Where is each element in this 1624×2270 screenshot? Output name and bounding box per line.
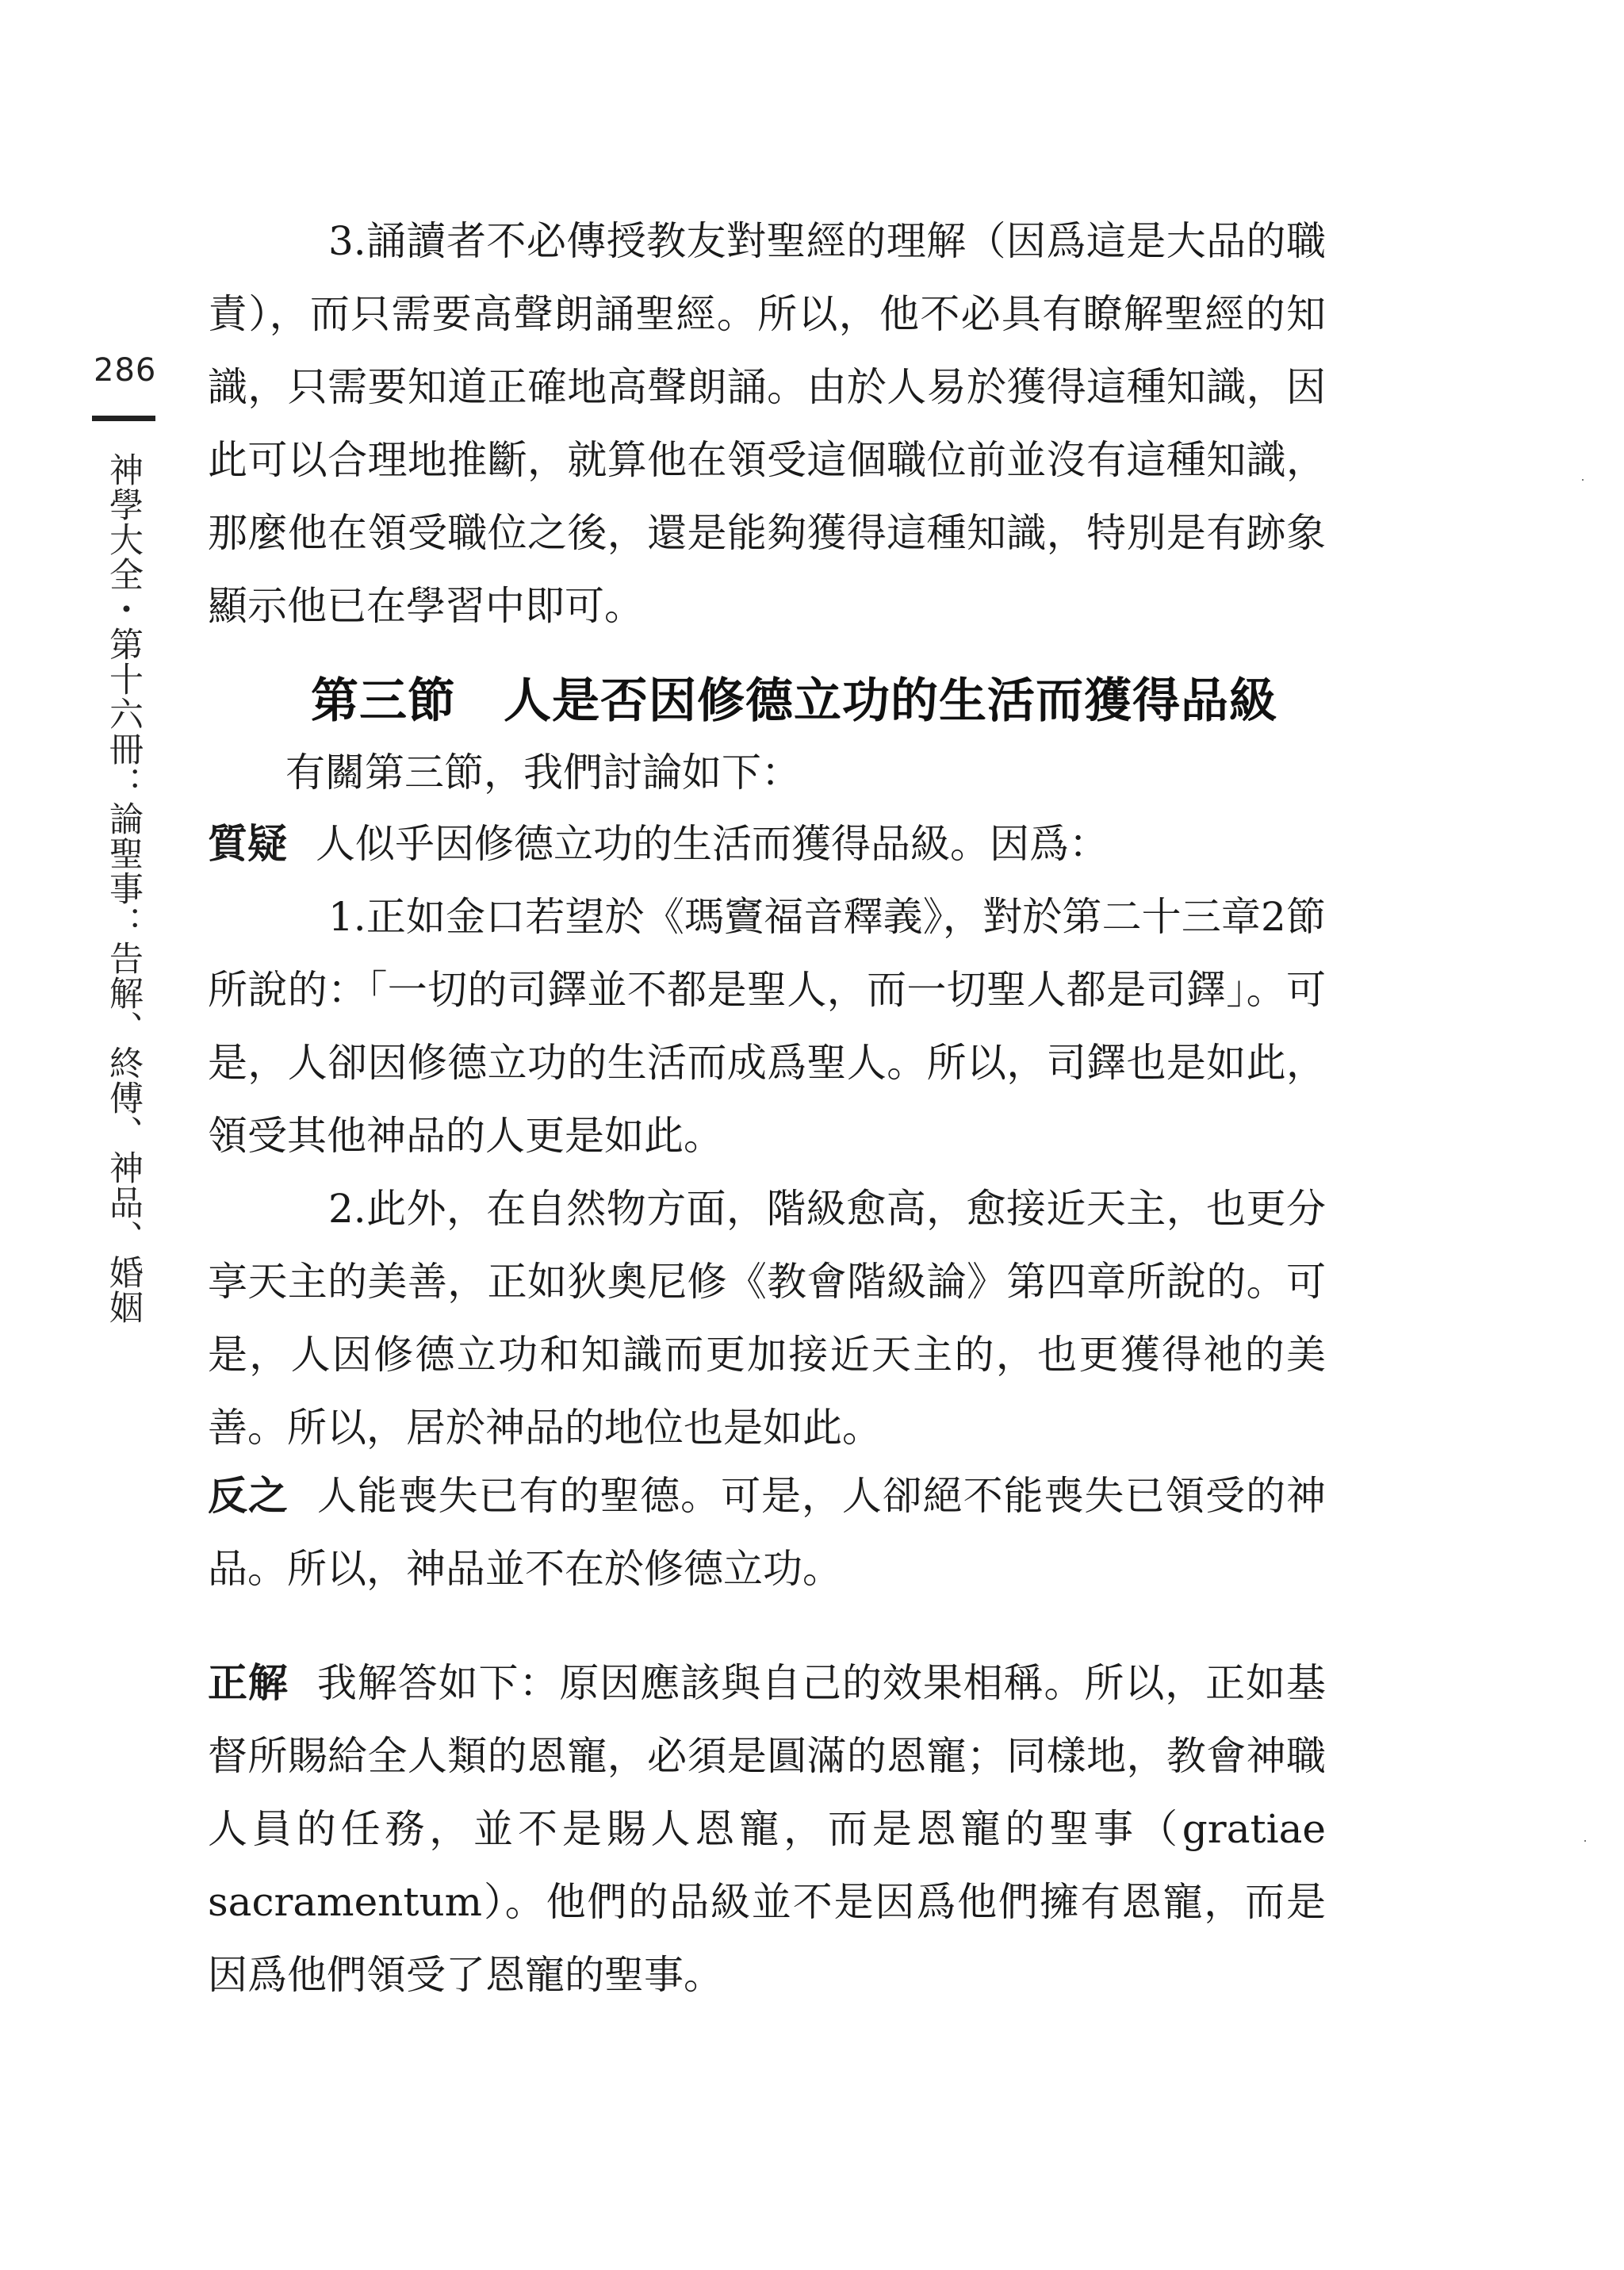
scan-speck [1584, 1840, 1586, 1842]
section-heading [311, 663, 1302, 731]
sed-contra-block [208, 1459, 1326, 1605]
continuation-block [208, 205, 1326, 642]
continuation-paragraph: 3.誦讀者不必傳授教友對聖經的理解（因爲這是大品的職責），而只需要高聲朗誦聖經。所以，他不必具有瞭解聖經的知識，只需要知道正確地高聲朗誦。由於人易於獲得這種知識，因此可以合理地推斷，就算他在領受這個職位前並沒有這種知識，那麼他在領受職位之後，還是能夠獲得這種知識，特別是有跡象顯示他已在學習中即可。 [208, 218, 1326, 629]
sed-contra-paragraph [208, 1459, 1326, 1605]
section-title: 人是否因修德立功的生活而獲得品級 [504, 673, 1277, 729]
section-number: 第三節 [311, 673, 456, 729]
scan-speck [1582, 479, 1584, 481]
answer-label: 正解 [208, 1660, 289, 1706]
sed-contra-label: 反之 [208, 1473, 289, 1519]
margin-rule [92, 416, 155, 421]
answer-paragraph [208, 1647, 1326, 2011]
section-intro: 有關第三節，我們討論如下： [285, 750, 801, 796]
page-number: 286 [94, 352, 157, 389]
intro-block [208, 736, 1326, 809]
running-title: 神學大全・第十六冊：論聖事：告解、終傅、神品、婚姻 [104, 452, 144, 1325]
sed-contra-text: 人能喪失已有的聖德。可是，人卻絕不能喪失已領受的神品。所以，神品並不在於修德立功。 [208, 1473, 1327, 1592]
answer-block [208, 1647, 1326, 2011]
objection-point: 2.此外，在自然物方面，階級愈高，愈接近天主，也更分享天主的美善，正如狄奧尼修《教會階級論》第四章所說的。可是，人因修德立功和知識而更加接近天主的，也更獲得祂的美善。所以，居於神品的地位也是如此。 [208, 1186, 1326, 1451]
objection-block [208, 807, 1326, 1464]
objection-text: 人似乎因修德立功的生活而獲得品級。因爲： [316, 821, 1109, 867]
objection-point: 1.正如金口若望於《瑪竇福音釋義》，對於第二十三章2節所說的：「一切的司鐸並不都是聖人，而一切聖人都是司鐸」。可是，人卻因修德立功的生活而成爲聖人。所以，司鐸也是如此，領受其他神品的人更是如此。 [208, 894, 1326, 1159]
objection-paragraph [208, 807, 1326, 880]
answer-text: 我解答如下：原因應該與自己的效果相稱。所以，正如基督所賜給全人類的恩寵，必須是圓滿的恩寵；同樣地，教會神職人員的任務，並不是賜人恩寵，而是恩寵的聖事（gratiae sacramentum）。他們的品級並不是因爲他們擁有恩寵，而是因爲他們領受了恩寵的聖事。 [208, 1660, 1327, 1998]
objection-label: 質疑 [208, 821, 287, 867]
